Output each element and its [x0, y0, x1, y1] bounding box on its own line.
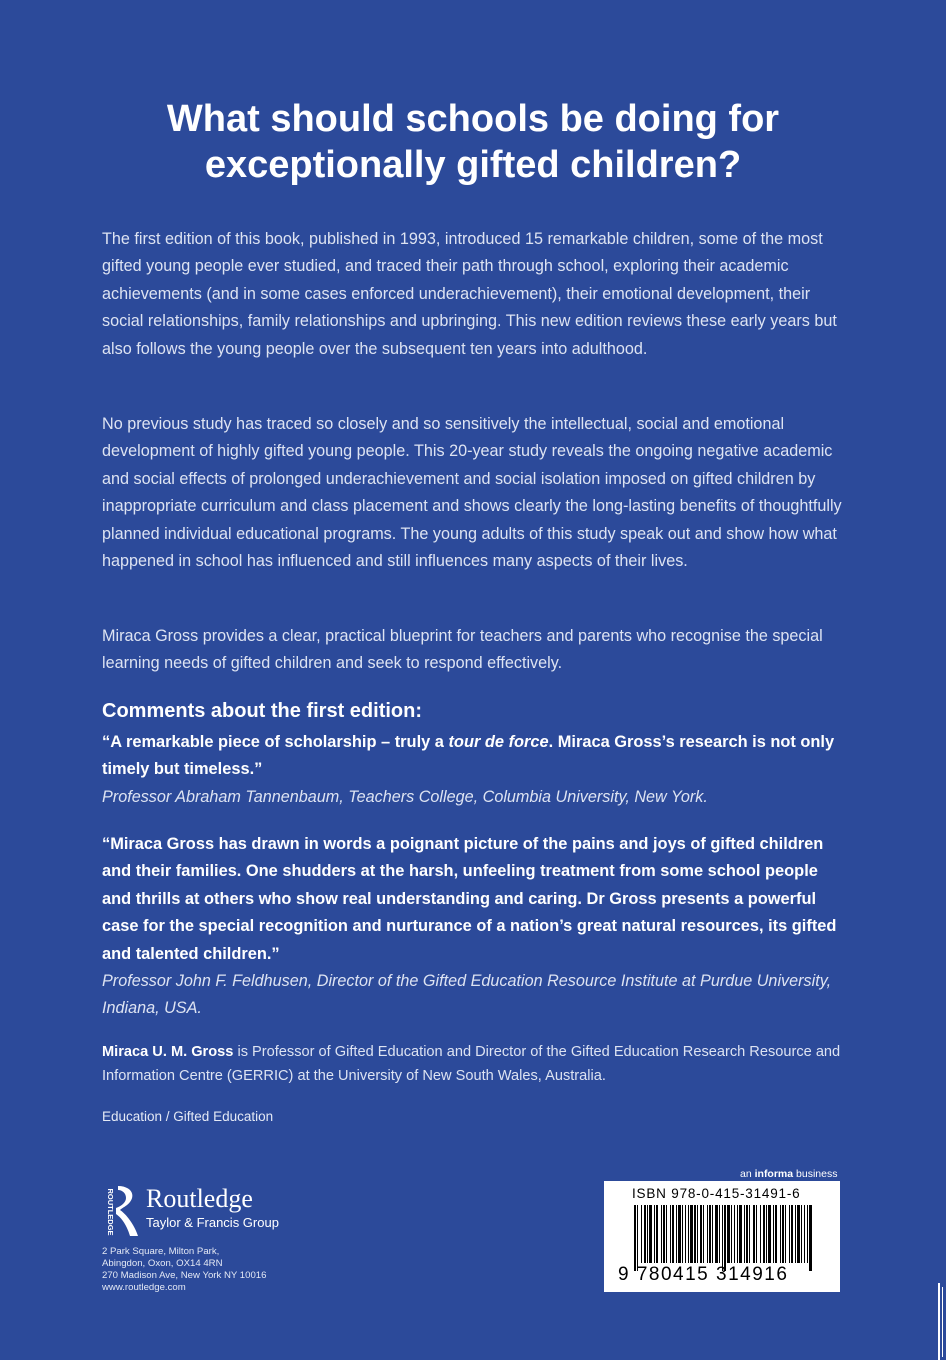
barcode-bar — [804, 1205, 805, 1263]
barcode-bar — [744, 1205, 745, 1263]
barcode-bar — [715, 1205, 718, 1263]
barcode-bar — [801, 1205, 802, 1263]
publisher-name: Routledge — [146, 1184, 253, 1213]
barcode-bar — [647, 1205, 648, 1263]
routledge-emblem-icon — [100, 1184, 144, 1240]
barcode-bar — [641, 1205, 642, 1263]
address-line-1: 2 Park Square, Milton Park, — [102, 1246, 220, 1257]
barcode-bar — [707, 1205, 708, 1263]
routledge-logo — [100, 1184, 300, 1240]
barcode-bar — [797, 1205, 800, 1263]
barcode-bar — [703, 1205, 704, 1263]
barcode-bar — [697, 1205, 698, 1263]
barcode-bar — [739, 1205, 742, 1263]
publisher-group: Taylor & Francis Group — [146, 1215, 279, 1230]
informa-tagline — [740, 1168, 837, 1180]
barcode-bar — [722, 1205, 723, 1271]
author-bio-text: is Professor of Gifted Education and Director of the Gifted Education Research Resource and Information Centre (GERRIC) at the University of New South Wales, Australia. — [102, 1044, 841, 1084]
barcode-bar — [666, 1205, 667, 1263]
comments-heading: Comments about the first edition: — [102, 700, 422, 722]
author-name: Miraca U. M. Gross — [102, 1044, 234, 1060]
barcode-bar — [709, 1205, 711, 1263]
barcode-bar — [634, 1205, 636, 1271]
quote-1-end: . Miraca Gross’s research is not only timely but timeless.” — [102, 733, 835, 779]
barcode-bar — [656, 1205, 658, 1263]
review-quote-1 — [102, 729, 844, 784]
barcode-bar — [766, 1205, 767, 1263]
barcode-bar — [676, 1205, 677, 1263]
isbn-barcode — [604, 1181, 840, 1292]
barcode-bar — [700, 1205, 702, 1263]
barcode-bar — [780, 1205, 781, 1263]
barcode-bar — [654, 1205, 655, 1263]
barcode-bar — [724, 1205, 726, 1271]
quote-1-start: “A remarkable piece of scholarship – truly a — [102, 733, 449, 751]
author-bio — [102, 1041, 844, 1088]
barcode-bar — [719, 1205, 720, 1263]
isbn-label: ISBN 978-0-415-31491-6 — [632, 1186, 801, 1201]
description-paragraph-2: No previous study has traced so closely and so sensitively the intellectual, social and emotional development of highly gifted young people. This 20-year study reveals the ongoing negative academic and social effects of prolonged underachievement and social isolation imposed on gifted children by inappropriate curriculum and class placement and shows clearly the long-lasting benefits of thoughtfully planned individual educational programs. The young adults of this study speak out and show how what happened in school has influenced and still influences many aspects of their lives. — [102, 415, 842, 571]
barcode-bar — [712, 1205, 713, 1263]
informa-brand: informa — [754, 1168, 794, 1180]
barcode-bar — [809, 1205, 812, 1271]
barcode-bar — [753, 1205, 755, 1263]
review-attribution-1: Professor Abraham Tannenbaum, Teachers College, Columbia University, New York. — [102, 788, 708, 806]
informa-prefix: an — [740, 1168, 755, 1180]
barcode-digits: 9 780415 314916 — [618, 1264, 789, 1285]
edge-marks — [936, 1283, 946, 1360]
barcode-bar — [682, 1205, 683, 1263]
barcode-bar — [678, 1205, 681, 1263]
barcode-bar — [672, 1205, 674, 1263]
barcode-bar — [737, 1205, 738, 1263]
barcode-bar — [763, 1205, 765, 1263]
barcode-bar — [637, 1205, 638, 1271]
barcode-bar — [649, 1205, 652, 1263]
barcode-bar — [727, 1205, 730, 1263]
description-paragraph-1: The first edition of this book, published in 1993, introduced 15 remarkable children, some of the most gifted young people ever studied, and traced their path through school, exploring their academic achievements (and in some cases enforced underachievement), their emotional development, their social relationships, family relationships and upbringing. This new edition reviews these early years but also follows the young people over the subsequent ten years into adulthood. — [102, 230, 837, 358]
routledge-vertical-label: ROUTLEDGE — [106, 1188, 115, 1236]
barcode-bar — [694, 1205, 696, 1263]
address-line-3: 270 Madison Ave, New York NY 10016 — [102, 1270, 267, 1281]
headline-line-1: What should schools be doing for — [166, 98, 780, 140]
address-line-2: Abingdon, Oxon, OX14 4RN — [102, 1258, 223, 1269]
barcode-bar — [782, 1205, 784, 1263]
headline — [60, 96, 886, 188]
barcode-bar — [775, 1205, 777, 1263]
barcode-bar — [670, 1205, 671, 1263]
quote-1-italic: tour de force — [448, 733, 549, 751]
barcode-bar — [807, 1205, 808, 1263]
barcode-bar — [688, 1205, 689, 1263]
barcode-bar — [789, 1205, 790, 1263]
barcode-bar — [685, 1205, 686, 1263]
description-paragraph-3: Miraca Gross provides a clear, practical blueprint for teachers and parents who recognise the special learning needs of gifted children and seek to respond effectively. — [102, 627, 823, 673]
barcode-bar — [768, 1205, 771, 1263]
barcode-bar — [795, 1205, 796, 1263]
barcode-bar — [644, 1205, 646, 1263]
review-attribution-2: Professor John F. Feldhusen, Director of the Gifted Education Resource Institute at Purdue University, Indiana, USA. — [102, 972, 832, 1018]
barcode-bar — [749, 1205, 750, 1263]
barcode-bar — [785, 1205, 786, 1263]
barcode-bar — [731, 1205, 732, 1263]
publisher-website: www.routledge.com — [102, 1282, 186, 1293]
barcode-bar — [773, 1205, 774, 1263]
barcode-bar — [760, 1205, 761, 1263]
barcode-bar — [663, 1205, 665, 1263]
subject-category: Education / Gifted Education — [102, 1109, 274, 1124]
barcode-bar — [791, 1205, 793, 1263]
barcode-bar — [756, 1205, 757, 1263]
barcode-bar — [661, 1205, 662, 1263]
barcode-bar — [746, 1205, 748, 1263]
publisher-address — [102, 1246, 266, 1294]
headline-line-2: exceptionally gifted children? — [204, 144, 742, 186]
barcode-bar — [734, 1205, 735, 1263]
informa-suffix: business — [793, 1168, 838, 1180]
review-quote-2: “Miraca Gross has drawn in words a poignant picture of the pains and joys of gifted children and their families. One shudders at the harsh, unfeeling treatment from some school people and thrills at others who show real understanding and caring. Dr Gross presents a powerful case for the special recognition and nurturance of a nation’s great natural resources, its gifted and talented children.” — [102, 835, 837, 963]
barcode-bar — [690, 1205, 693, 1263]
